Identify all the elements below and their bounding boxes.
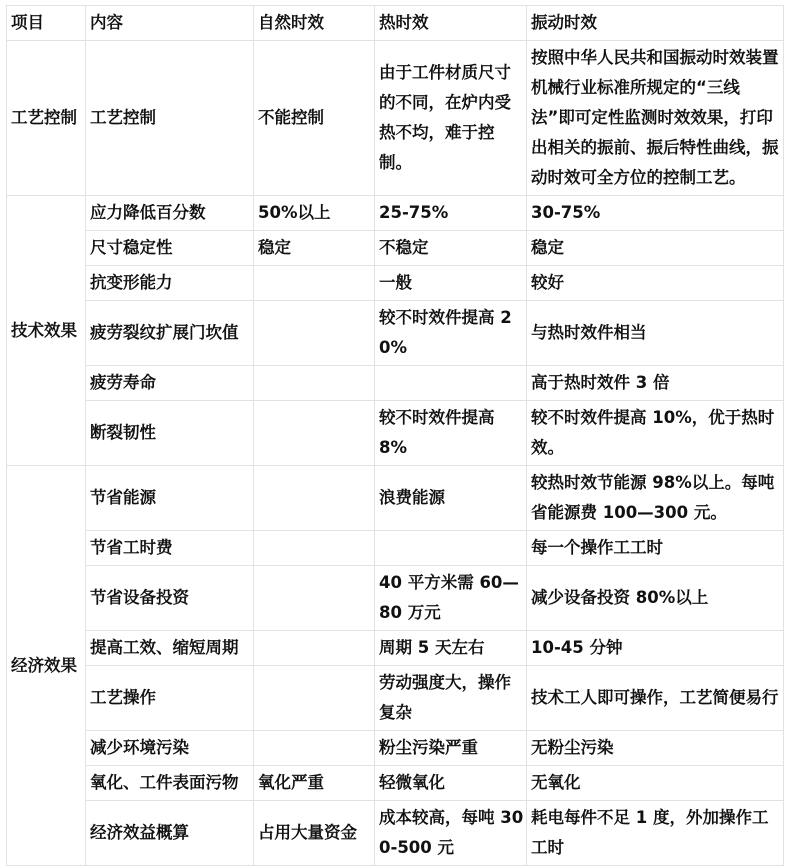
cell-natural xyxy=(254,531,375,566)
cell-natural xyxy=(254,366,375,401)
cell-thermal: 成本较高，每吨 300-500 元 xyxy=(375,801,527,866)
table-row xyxy=(7,266,784,301)
aging-comparison-table xyxy=(6,5,784,866)
cell-vibration: 30-75% xyxy=(527,196,784,231)
cell-content: 提高工效、缩短周期 xyxy=(86,631,254,666)
cell-content: 减少环境污染 xyxy=(86,731,254,766)
table-row xyxy=(7,196,784,231)
table-row xyxy=(7,666,784,731)
cell-vibration: 较好 xyxy=(527,266,784,301)
cell-thermal xyxy=(375,531,527,566)
cell-content: 节省能源 xyxy=(86,466,254,531)
cell-vibration: 按照中华人民共和国振动时效装置机械行业标准所规定的“三线法”即可定性监测时效效果，打印出相关的振前、振后特性曲线，振动时效可全方位的控制工艺。 xyxy=(527,41,784,196)
cell-natural xyxy=(254,666,375,731)
cell-vibration: 技术工人即可操作，工艺简便易行 xyxy=(527,666,784,731)
cell-thermal: 周期 5 天左右 xyxy=(375,631,527,666)
cell-natural: 不能控制 xyxy=(254,41,375,196)
cell-content: 工艺控制 xyxy=(86,41,254,196)
cell-natural xyxy=(254,301,375,366)
cell-vibration: 高于热时效件 3 倍 xyxy=(527,366,784,401)
table-header-row xyxy=(7,6,784,41)
cell-vibration: 较热时效节能源 98%以上。每吨省能源费 100—300 元。 xyxy=(527,466,784,531)
cell-content: 节省工时费 xyxy=(86,531,254,566)
cell-thermal: 一般 xyxy=(375,266,527,301)
table-row xyxy=(7,531,784,566)
table-row xyxy=(7,466,784,531)
cell-content: 抗变形能力 xyxy=(86,266,254,301)
cell-thermal: 较不时效件提高 8% xyxy=(375,401,527,466)
cell-vibration: 减少设备投资 80%以上 xyxy=(527,566,784,631)
comparison-table-container xyxy=(6,5,784,866)
cell-vibration: 10-45 分钟 xyxy=(527,631,784,666)
cell-natural: 稳定 xyxy=(254,231,375,266)
section-label: 工艺控制 xyxy=(7,41,86,196)
cell-vibration: 耗电每件不足 1 度，外加操作工工时 xyxy=(527,801,784,866)
table-row xyxy=(7,766,784,801)
cell-content: 经济效益概算 xyxy=(86,801,254,866)
cell-vibration: 稳定 xyxy=(527,231,784,266)
cell-natural xyxy=(254,631,375,666)
cell-thermal xyxy=(375,366,527,401)
cell-natural xyxy=(254,266,375,301)
table-row xyxy=(7,366,784,401)
cell-vibration: 无粉尘污染 xyxy=(527,731,784,766)
cell-thermal: 40 平方米需 60—80 万元 xyxy=(375,566,527,631)
cell-content: 应力降低百分数 xyxy=(86,196,254,231)
cell-thermal: 由于工件材质尺寸的不同，在炉内受热不均，难于控制。 xyxy=(375,41,527,196)
cell-vibration: 与热时效件相当 xyxy=(527,301,784,366)
cell-natural xyxy=(254,566,375,631)
table-row xyxy=(7,631,784,666)
cell-thermal: 粉尘污染严重 xyxy=(375,731,527,766)
section-label: 技术效果 xyxy=(7,196,86,466)
cell-thermal: 劳动强度大，操作复杂 xyxy=(375,666,527,731)
cell-natural xyxy=(254,466,375,531)
table-row xyxy=(7,731,784,766)
cell-natural: 50%以上 xyxy=(254,196,375,231)
cell-thermal: 不稳定 xyxy=(375,231,527,266)
cell-thermal: 浪费能源 xyxy=(375,466,527,531)
cell-thermal: 较不时效件提高 20% xyxy=(375,301,527,366)
header-content: 内容 xyxy=(86,6,254,41)
header-vibration-aging: 振动时效 xyxy=(527,6,784,41)
cell-natural xyxy=(254,401,375,466)
cell-content: 节省设备投资 xyxy=(86,566,254,631)
table-row xyxy=(7,401,784,466)
cell-natural xyxy=(254,731,375,766)
cell-thermal: 轻微氧化 xyxy=(375,766,527,801)
table-row xyxy=(7,301,784,366)
header-natural-aging: 自然时效 xyxy=(254,6,375,41)
cell-content: 疲劳裂纹扩展门坎值 xyxy=(86,301,254,366)
cell-vibration: 较不时效件提高 10%，优于热时效。 xyxy=(527,401,784,466)
table-row xyxy=(7,231,784,266)
cell-natural: 占用大量资金 xyxy=(254,801,375,866)
section-label: 经济效果 xyxy=(7,466,86,866)
cell-content: 氧化、工件表面污物 xyxy=(86,766,254,801)
cell-natural: 氧化严重 xyxy=(254,766,375,801)
cell-content: 尺寸稳定性 xyxy=(86,231,254,266)
cell-vibration: 每一个操作工工时 xyxy=(527,531,784,566)
cell-content: 工艺操作 xyxy=(86,666,254,731)
table-row xyxy=(7,801,784,866)
table-row xyxy=(7,566,784,631)
cell-thermal: 25-75% xyxy=(375,196,527,231)
header-thermal-aging: 热时效 xyxy=(375,6,527,41)
header-item: 项目 xyxy=(7,6,86,41)
cell-content: 疲劳寿命 xyxy=(86,366,254,401)
cell-vibration: 无氧化 xyxy=(527,766,784,801)
table-row xyxy=(7,41,784,196)
cell-content: 断裂韧性 xyxy=(86,401,254,466)
